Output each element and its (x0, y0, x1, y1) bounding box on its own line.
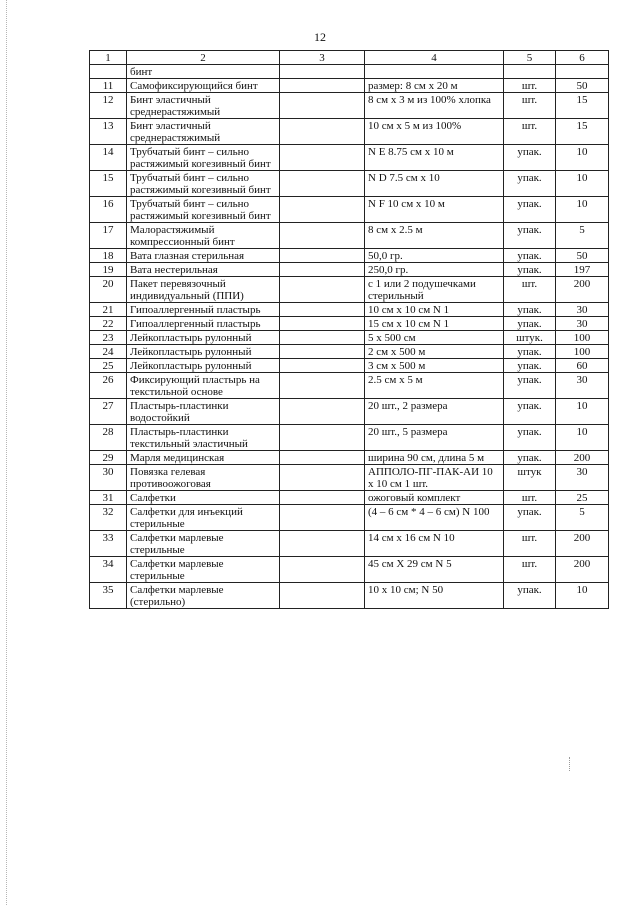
cell-number: 34 (90, 557, 127, 583)
cell-quantity: 10 (556, 171, 609, 197)
cell-quantity: 10 (556, 399, 609, 425)
cell-col3 (280, 197, 365, 223)
cell-quantity: 10 (556, 583, 609, 609)
cell-quantity: 200 (556, 531, 609, 557)
cell-specification: (4 – 6 см * 4 – 6 см) N 100 (365, 505, 504, 531)
cell-quantity: 30 (556, 303, 609, 317)
cell-unit: упак. (504, 249, 556, 263)
cell-number: 21 (90, 303, 127, 317)
cell-col3 (280, 465, 365, 491)
cell-col3 (280, 373, 365, 399)
cell-unit: упак. (504, 317, 556, 331)
cell-specification: N F 10 см х 10 м (365, 197, 504, 223)
cell-specification: ожоговый комплект (365, 491, 504, 505)
cell-number: 30 (90, 465, 127, 491)
cell-number: 26 (90, 373, 127, 399)
cell-col3 (280, 223, 365, 249)
cell-col3 (280, 359, 365, 373)
cell-item-name: Лейкопластырь рулонный (127, 331, 280, 345)
cell-quantity: 10 (556, 425, 609, 451)
cell-item-name: Вата нестерильная (127, 263, 280, 277)
cell-item-name: Лейкопластырь рулонный (127, 359, 280, 373)
cell-specification: 250,0 гр. (365, 263, 504, 277)
cell-unit: упак. (504, 359, 556, 373)
cell-specification: N E 8.75 см х 10 м (365, 145, 504, 171)
cell-col3 (280, 249, 365, 263)
cell-col3 (280, 531, 365, 557)
cell-quantity: 10 (556, 197, 609, 223)
cell-specification: 20 шт., 2 размера (365, 399, 504, 425)
cell-quantity: 15 (556, 119, 609, 145)
cell-quantity: 25 (556, 491, 609, 505)
cell-specification: размер: 8 см х 20 м (365, 79, 504, 93)
table-row (90, 359, 609, 373)
cell-item-name: Трубчатый бинт – сильно растяжимый когезивный бинт (127, 197, 280, 223)
cell-col3 (280, 93, 365, 119)
cell-quantity: 10 (556, 145, 609, 171)
cell-specification: 10 см х 10 см N 1 (365, 303, 504, 317)
table-row (90, 399, 609, 425)
cell-unit: упак. (504, 505, 556, 531)
cell-quantity: 15 (556, 93, 609, 119)
cell-specification: 2 см х 500 м (365, 345, 504, 359)
cell-quantity: 100 (556, 331, 609, 345)
cell-col3 (280, 263, 365, 277)
table-row (90, 331, 609, 345)
cell-unit (504, 65, 556, 79)
cell-number: 23 (90, 331, 127, 345)
cell-number: 27 (90, 399, 127, 425)
cell-col3 (280, 399, 365, 425)
cell-specification: 45 см Х 29 см N 5 (365, 557, 504, 583)
scan-edge-line (6, 0, 7, 905)
cell-number (90, 65, 127, 79)
header-col-4: 4 (365, 51, 504, 65)
table-row (90, 425, 609, 451)
header-col-3: 3 (280, 51, 365, 65)
cell-unit: упак. (504, 451, 556, 465)
cell-quantity: 197 (556, 263, 609, 277)
cell-item-name: Малорастяжимый компрессионный бинт (127, 223, 280, 249)
cell-col3 (280, 345, 365, 359)
cell-col3 (280, 583, 365, 609)
cell-col3 (280, 277, 365, 303)
table-row (90, 145, 609, 171)
cell-col3 (280, 451, 365, 465)
cell-specification: 2.5 см х 5 м (365, 373, 504, 399)
cell-col3 (280, 425, 365, 451)
table-body (90, 65, 609, 609)
cell-item-name: Гипоаллергенный пластырь (127, 317, 280, 331)
table-row (90, 223, 609, 249)
cell-quantity: 50 (556, 249, 609, 263)
cell-specification (365, 65, 504, 79)
cell-col3 (280, 491, 365, 505)
cell-item-name: Пластырь-пластинки водостойкий (127, 399, 280, 425)
cell-unit: упак. (504, 345, 556, 359)
cell-number: 14 (90, 145, 127, 171)
cell-quantity (556, 65, 609, 79)
cell-item-name: Фиксирующий пластырь на текстильной основе (127, 373, 280, 399)
cell-number: 19 (90, 263, 127, 277)
cell-item-name: Салфетки для инъекций стерильные (127, 505, 280, 531)
cell-specification: 10 х 10 см; N 50 (365, 583, 504, 609)
cell-item-name: Лейкопластырь рулонный (127, 345, 280, 359)
table-header-row (90, 51, 609, 65)
cell-quantity: 30 (556, 373, 609, 399)
cell-specification: с 1 или 2 подушечками стерильный (365, 277, 504, 303)
cell-col3 (280, 505, 365, 531)
table-row (90, 263, 609, 277)
cell-number: 24 (90, 345, 127, 359)
cell-col3 (280, 119, 365, 145)
cell-specification: ширина 90 см, длина 5 м (365, 451, 504, 465)
cell-col3 (280, 171, 365, 197)
cell-number: 15 (90, 171, 127, 197)
cell-quantity: 5 (556, 223, 609, 249)
cell-unit: шт. (504, 93, 556, 119)
cell-number: 12 (90, 93, 127, 119)
cell-unit: шт. (504, 79, 556, 93)
cell-unit: упак. (504, 263, 556, 277)
cell-item-name: Салфетки марлевые стерильные (127, 557, 280, 583)
cell-quantity: 50 (556, 79, 609, 93)
cell-specification: 3 см х 500 м (365, 359, 504, 373)
cell-col3 (280, 331, 365, 345)
cell-unit: упак. (504, 145, 556, 171)
cell-number: 11 (90, 79, 127, 93)
page-number: 12 (314, 30, 326, 44)
table-row (90, 93, 609, 119)
table-row (90, 197, 609, 223)
cell-item-name: Пластырь-пластинки текстильный эластичный (127, 425, 280, 451)
cell-specification: N D 7.5 см х 10 (365, 171, 504, 197)
cell-specification: АППОЛО-ПГ-ПАК-АИ 10 х 10 см 1 шт. (365, 465, 504, 491)
cell-item-name: Самофиксирующийся бинт (127, 79, 280, 93)
cell-quantity: 30 (556, 317, 609, 331)
cell-unit: упак. (504, 223, 556, 249)
cell-unit: упак. (504, 303, 556, 317)
table-row (90, 317, 609, 331)
cell-unit: шт. (504, 491, 556, 505)
cell-item-name: Трубчатый бинт – сильно растяжимый когезивный бинт (127, 171, 280, 197)
header-col-6: 6 (556, 51, 609, 65)
cell-col3 (280, 65, 365, 79)
cell-number: 25 (90, 359, 127, 373)
cell-number: 18 (90, 249, 127, 263)
cell-unit: упак. (504, 373, 556, 399)
scan-mark (569, 757, 572, 771)
cell-number: 22 (90, 317, 127, 331)
cell-item-name: Гипоаллергенный пластырь (127, 303, 280, 317)
table-row (90, 171, 609, 197)
cell-item-name: Бинт эластичный среднерастяжимый (127, 93, 280, 119)
cell-item-name: Вата глазная стерильная (127, 249, 280, 263)
cell-number: 16 (90, 197, 127, 223)
table-row (90, 557, 609, 583)
cell-specification: 15 см х 10 см N 1 (365, 317, 504, 331)
cell-specification: 14 см х 16 см N 10 (365, 531, 504, 557)
cell-number: 28 (90, 425, 127, 451)
cell-specification: 20 шт., 5 размера (365, 425, 504, 451)
cell-unit: штук. (504, 331, 556, 345)
table-row (90, 303, 609, 317)
cell-specification: 8 см х 3 м из 100% хлопка (365, 93, 504, 119)
header-col-1: 1 (90, 51, 127, 65)
table-row (90, 249, 609, 263)
cell-quantity: 200 (556, 277, 609, 303)
cell-item-name: бинт (127, 65, 280, 79)
cell-item-name: Салфетки марлевые (стерильно) (127, 583, 280, 609)
cell-number: 33 (90, 531, 127, 557)
cell-unit: шт. (504, 531, 556, 557)
cell-quantity: 200 (556, 557, 609, 583)
cell-specification: 5 х 500 см (365, 331, 504, 345)
cell-number: 31 (90, 491, 127, 505)
cell-unit: упак. (504, 399, 556, 425)
cell-unit: упак. (504, 197, 556, 223)
cell-unit: штук (504, 465, 556, 491)
cell-number: 17 (90, 223, 127, 249)
cell-specification: 8 см х 2.5 м (365, 223, 504, 249)
cell-col3 (280, 145, 365, 171)
cell-number: 32 (90, 505, 127, 531)
table-row (90, 277, 609, 303)
cell-unit: шт. (504, 557, 556, 583)
table-row (90, 451, 609, 465)
table-row (90, 345, 609, 359)
table-row (90, 505, 609, 531)
table-row (90, 491, 609, 505)
table-row (90, 79, 609, 93)
cell-quantity: 200 (556, 451, 609, 465)
supply-table (89, 50, 609, 609)
header-col-5: 5 (504, 51, 556, 65)
table-row (90, 373, 609, 399)
table-row (90, 65, 609, 79)
cell-quantity: 60 (556, 359, 609, 373)
cell-unit: упак. (504, 171, 556, 197)
cell-col3 (280, 557, 365, 583)
cell-quantity: 5 (556, 505, 609, 531)
cell-number: 13 (90, 119, 127, 145)
cell-item-name: Бинт эластичный среднерастяжимый (127, 119, 280, 145)
cell-unit: упак. (504, 583, 556, 609)
cell-item-name: Салфетки (127, 491, 280, 505)
cell-unit: шт. (504, 277, 556, 303)
cell-item-name: Марля медицинская (127, 451, 280, 465)
cell-unit: упак. (504, 425, 556, 451)
cell-item-name: Пакет перевязочный индивидуальный (ППИ) (127, 277, 280, 303)
cell-quantity: 100 (556, 345, 609, 359)
cell-col3 (280, 79, 365, 93)
cell-col3 (280, 317, 365, 331)
cell-col3 (280, 303, 365, 317)
cell-specification: 10 см х 5 м из 100% (365, 119, 504, 145)
cell-item-name: Салфетки марлевые стерильные (127, 531, 280, 557)
cell-specification: 50,0 гр. (365, 249, 504, 263)
table-row (90, 119, 609, 145)
cell-item-name: Трубчатый бинт – сильно растяжимый когезивный бинт (127, 145, 280, 171)
cell-item-name: Повязка гелевая противоожоговая (127, 465, 280, 491)
table-row (90, 583, 609, 609)
table-row (90, 531, 609, 557)
cell-quantity: 30 (556, 465, 609, 491)
cell-number: 35 (90, 583, 127, 609)
header-col-2: 2 (127, 51, 280, 65)
cell-unit: шт. (504, 119, 556, 145)
cell-number: 29 (90, 451, 127, 465)
table-row (90, 465, 609, 491)
cell-number: 20 (90, 277, 127, 303)
